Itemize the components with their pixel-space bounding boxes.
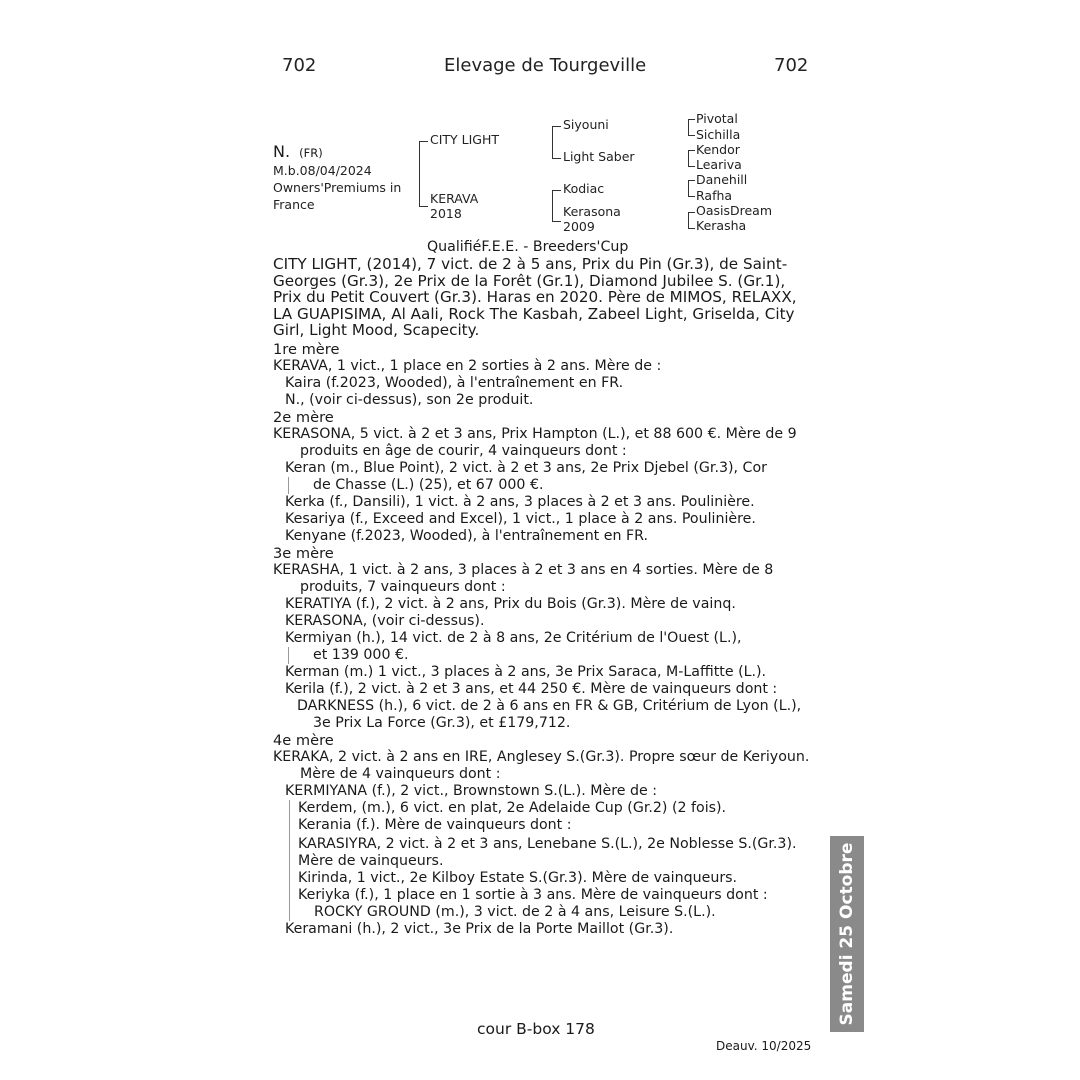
pedigree-dam: KERAVA [430,191,479,206]
third-dam-produce-1: KERATIYA (f.), 2 vict. à 2 ans, Prix du Bois (Gr.3). Mère de vainq. [285,595,736,612]
pedigree-sire: CITY LIGHT [430,132,500,147]
pedigree-dss: Danehill [696,172,748,187]
stable-location: cour B-box 178 [477,1020,595,1038]
pedigree-sdd: Leariva [696,157,742,172]
fourth-dam-produce-2: Keramani (h.), 2 vict., 3e Prix de la Porte Maillot (Gr.3). [285,920,674,937]
second-dam-produce-1: Keran (m., Blue Point), 2 vict. à 2 et 3 ans, 2e Prix Djebel (Gr.3), Cor [285,459,767,476]
fourth-dam-grandproduce-4: Kirinda, 1 vict., 2e Kilboy Estate S.(Gr.3). Mère de vainqueurs. [298,869,738,886]
fourth-dam-intro: KERAKA, 2 vict. à 2 ans en IRE, Anglesey S.(Gr.3). Propre sœur de Keriyoun. Mère de 4 vainqueurs dont : [273,748,810,782]
second-dam-produce-4: Kenyane (f.2023, Wooded), à l'entraînement en FR. [285,527,649,544]
pedigree-dam-dam-year: 2009 [563,219,595,234]
third-dam-heading: 3e mère [273,544,334,562]
pedigree-bracket [688,119,695,136]
lot-number-left: 702 [282,55,317,76]
third-dam-intro: KERASHA, 1 vict. à 2 ans, 3 places à 2 et 3 ans en 4 sorties. Mère de 8 produits, 7 vainqueurs dont : [273,561,774,595]
owners-premium-line2: France [273,197,315,212]
pedigree-dam-year: 2018 [430,206,462,221]
pedigree-sire-sire: Siyouni [563,117,609,132]
pedigree-sds: Kendor [696,142,740,157]
pedigree-dam-sire: Kodiac [563,181,605,196]
fourth-dam-descendants [289,800,818,921]
pedigree-dds: OasisDream [696,203,773,218]
horse-identity [273,142,323,161]
fourth-dam-grandproduce-5: Keriyka (f.), 1 place en 1 sortie à 3 ans. Mère de vainqueurs dont : [298,886,768,903]
horse-country: (FR) [299,146,323,160]
pedigree-bracket [419,141,428,207]
first-dam-produce-2: N., (voir ci-dessus), son 2e produit. [285,391,534,408]
horse-name: N. [273,142,291,161]
third-dam-produce-3-cont: et 139 000 €. [288,647,818,664]
third-dam-produce-5: Kerila (f.), 2 vict. à 2 et 3 ans, et 44 250 €. Mère de vainqueurs dont : [285,680,778,697]
fourth-dam-grandproduce-2: Kerania (f.). Mère de vainqueurs dont : [298,816,572,833]
third-dam-produce-3: Kermiyan (h.), 14 vict. de 2 à 8 ans, 2e Critérium de l'Ouest (L.), [285,629,742,646]
pedigree-sire-dam: Light Saber [563,149,635,164]
fourth-dam-grandproduce-1: Kerdem, (m.), 6 vict. en plat, 2e Adelaide Cup (Gr.2) (2 fois). [298,799,727,816]
qualification-line: QualifiéF.E.E. - Breeders'Cup [427,239,629,255]
third-dam-produce-4: Kerman (m.) 1 vict., 3 places à 2 ans, 3e Prix Saraca, M-Laffitte (L.). [285,663,767,680]
owners-premium-line1: Owners'Premiums in [273,180,402,195]
pedigree-bracket [688,212,695,229]
second-dam-produce-1-cont: de Chasse (L.) (25), et 67 000 €. [288,477,818,494]
first-dam-heading: 1re mère [273,340,340,358]
catalogue-page-body [273,256,818,938]
second-dam-produce-2: Kerka (f., Dansili), 1 vict. à 2 ans, 3 places à 2 et 3 ans. Poulinière. [285,493,755,510]
second-dam-intro: KERASONA, 5 vict. à 2 et 3 ans, Prix Hampton (L.), et 88 600 €. Mère de 9 produits en âge de courir, 4 vainqueurs dont : [273,425,797,459]
first-dam-produce-1: Kaira (f.2023, Wooded), à l'entraînement en FR. [285,374,624,391]
fourth-dam-grandproduce-3: KARASIYRA, 2 vict. à 2 et 3 ans, Lenebane S.(L.), 2e Noblesse S.(Gr.3). Mère de vainqueurs. [298,835,797,869]
pedigree-dam-dam: Kerasona [563,204,621,219]
fourth-dam-produce-1: KERMIYANA (f.), 2 vict., Brownstown S.(L.). Mère de : [285,782,658,799]
fourth-dam-great-grandproduce: ROCKY GROUND (m.), 3 vict. de 2 à 4 ans, Leisure S.(L.). [314,903,716,920]
pedigree-bracket [688,150,695,167]
third-dam-grandproduce: DARKNESS (h.), 6 vict. de 2 à 6 ans en FR & GB, Critérium de Lyon (L.), 3e Prix La Force (Gr.3), et £179,712. [297,697,802,731]
pedigree-bracket [552,126,561,159]
pedigree-dsd: Rafha [696,188,733,203]
first-dam-intro: KERAVA, 1 vict., 1 place en 2 sorties à 2 ans. Mère de : [273,357,662,374]
third-dam-produce-2: KERASONA, (voir ci-dessus). [285,612,485,629]
lot-number-right: 702 [774,55,809,76]
second-dam-heading: 2e mère [273,408,334,426]
pedigree-bracket [552,190,561,222]
date-side-tab-label: Samedi 25 Octobre [837,842,857,1026]
fourth-dam-heading: 4e mère [273,731,334,749]
sale-reference: Deauv. 10/2025 [716,1039,812,1053]
second-dam-produce-3: Kesariya (f., Exceed and Excel), 1 vict., 1 place à 2 ans. Poulinière. [285,510,756,527]
pedigree-ddd: Kerasha [696,218,747,233]
pedigree-sss: Pivotal [696,111,738,126]
horse-details: M.b.08/04/2024 [273,163,372,178]
pedigree-bracket [688,180,695,197]
sire-paragraph: CITY LIGHT, (2014), 7 vict. de 2 à 5 ans, Prix du Pin (Gr.3), de Saint-Georges (Gr.3), 2e Prix de la Forêt (Gr.1), Diamond Jubilee S. (Gr.1), Prix du Petit Couvert (Gr.3). Haras en 2020. Père de MIMOS, RELAXX, LA GUAPISIMA, Al Aali, Rock The Kasbah, Zabeel Light, Griselda, City Girl, Light Mood, Scapecity. [273,255,797,339]
pedigree-ssd: Sichilla [696,127,741,142]
consignor-title: Elevage de Tourgeville [444,55,647,76]
